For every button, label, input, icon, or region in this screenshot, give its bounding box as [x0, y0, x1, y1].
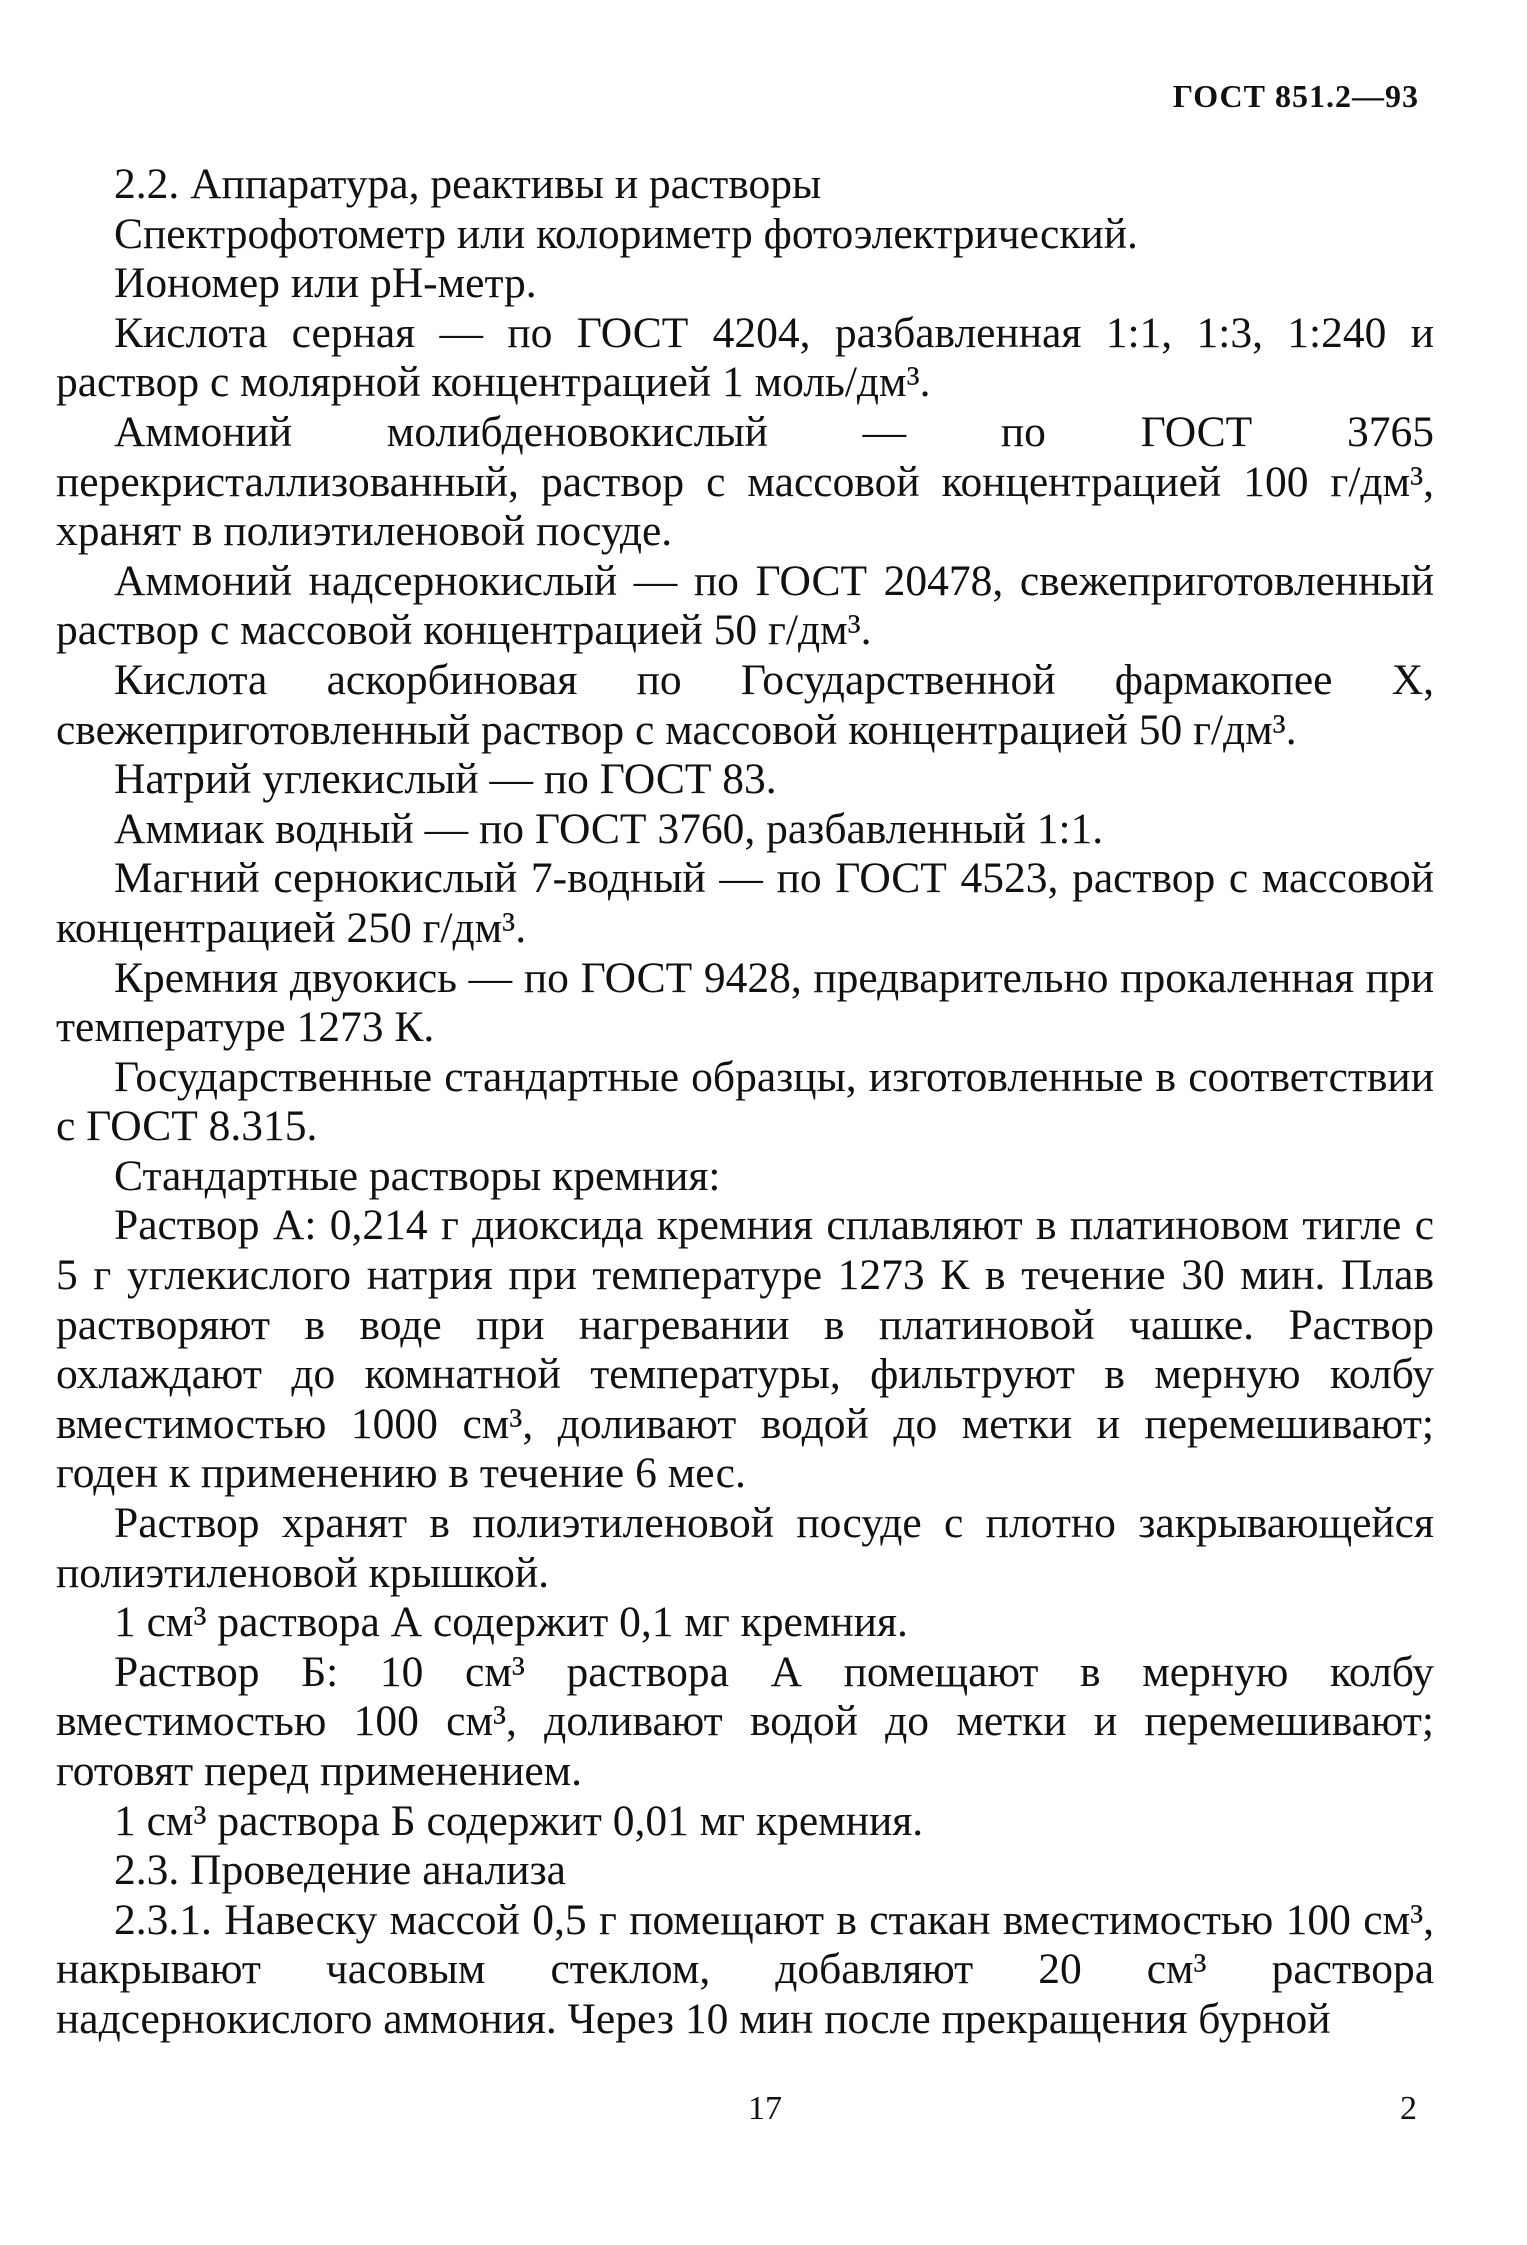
paragraph: Государственные стандартные образцы, изготовленные в соответствии с ГОСТ 8.315. [56, 1052, 1434, 1151]
paragraph: Иономер или pH-метр. [114, 259, 537, 308]
document-code: ГОСТ 851.2—93 [1172, 78, 1419, 114]
paragraph: Раствор Б: 10 см³ раствора А помещают в мерную колбу вместимостью 100 см³, доливают водой до метки и перемешивают; готовят перед применением. [56, 1647, 1434, 1795]
paragraph: Стандартные растворы кремния: [114, 1151, 721, 1200]
paragraph: Магний сернокислый 7-водный — по ГОСТ 4523, раствор с массовой концентрацией 250 г/дм³. [56, 854, 1434, 952]
paragraph: Аммоний надсернокислый — по ГОСТ 20478, свежеприготовленный раствор с массовой концентрацией 50 г/дм³. [56, 556, 1434, 655]
paragraph: Спектрофотометр или колориметр фотоэлектрический. [114, 209, 1138, 258]
document-body [56, 160, 1434, 2045]
paragraph: Кремния двуокись — по ГОСТ 9428, предварительно прокаленная при температуре 1273 К. [56, 953, 1434, 1052]
page-number: 17 [748, 2090, 782, 2127]
paragraph: Раствор А: 0,214 г диоксида кремния сплавляют в платиновом тигле с 5 г углекислого натрия при температуре 1273 К в течение 30 мин. Плав растворяют в воде при нагревании в платиновой чашке. Раствор охлаждают до комнатной температуры, фильтруют в мерную колбу вместимостью 1000 см³, доливают водой до метки и перемешивают; годен к применению в течение 6 мес. [56, 1201, 1434, 1498]
paragraph: Аммиак водный — по ГОСТ 3760, разбавленный 1:1. [114, 804, 1104, 853]
paragraph: Кислота серная — по ГОСТ 4204, разбавленная 1:1, 1:3, 1:240 и раствор с молярной концентрацией 1 моль/дм³. [56, 308, 1434, 407]
paragraph: Раствор хранят в полиэтиленовой посуде с плотно закрывающейся полиэтиленовой крышкой. [56, 1499, 1434, 1597]
paragraph: Аммоний молибденовокислый — по ГОСТ 3765 перекристаллизованный, раствор с массовой концентрацией 100 г/дм³, хранят в полиэтиленовой посуде. [56, 407, 1434, 556]
paragraph: Натрий углекислый — по ГОСТ 83. [114, 755, 777, 804]
paragraph: Кислота аскорбиновая по Государственной фармакопее X, свежеприготовленный раствор с массовой концентрацией 50 г/дм³. [56, 655, 1434, 754]
section-heading: 2.3. Проведение анализа [114, 1846, 566, 1895]
section-heading: 2.2. Аппаратура, реактивы и растворы [114, 160, 822, 208]
paragraph: 1 см³ раствора Б содержит 0,01 мг кремния. [114, 1796, 924, 1845]
paragraph: 2.3.1. Навеску массой 0,5 г помещают в стакан вместимостью 100 см³, накрывают часовым стеклом, добавляют 20 см³ раствора надсернокислого аммония. Через 10 мин после прекращения бурной [56, 1895, 1434, 2043]
paragraph: 1 см³ раствора А содержит 0,1 мг кремния. [114, 1598, 908, 1647]
sheet-number: 2 [1400, 2090, 1417, 2127]
